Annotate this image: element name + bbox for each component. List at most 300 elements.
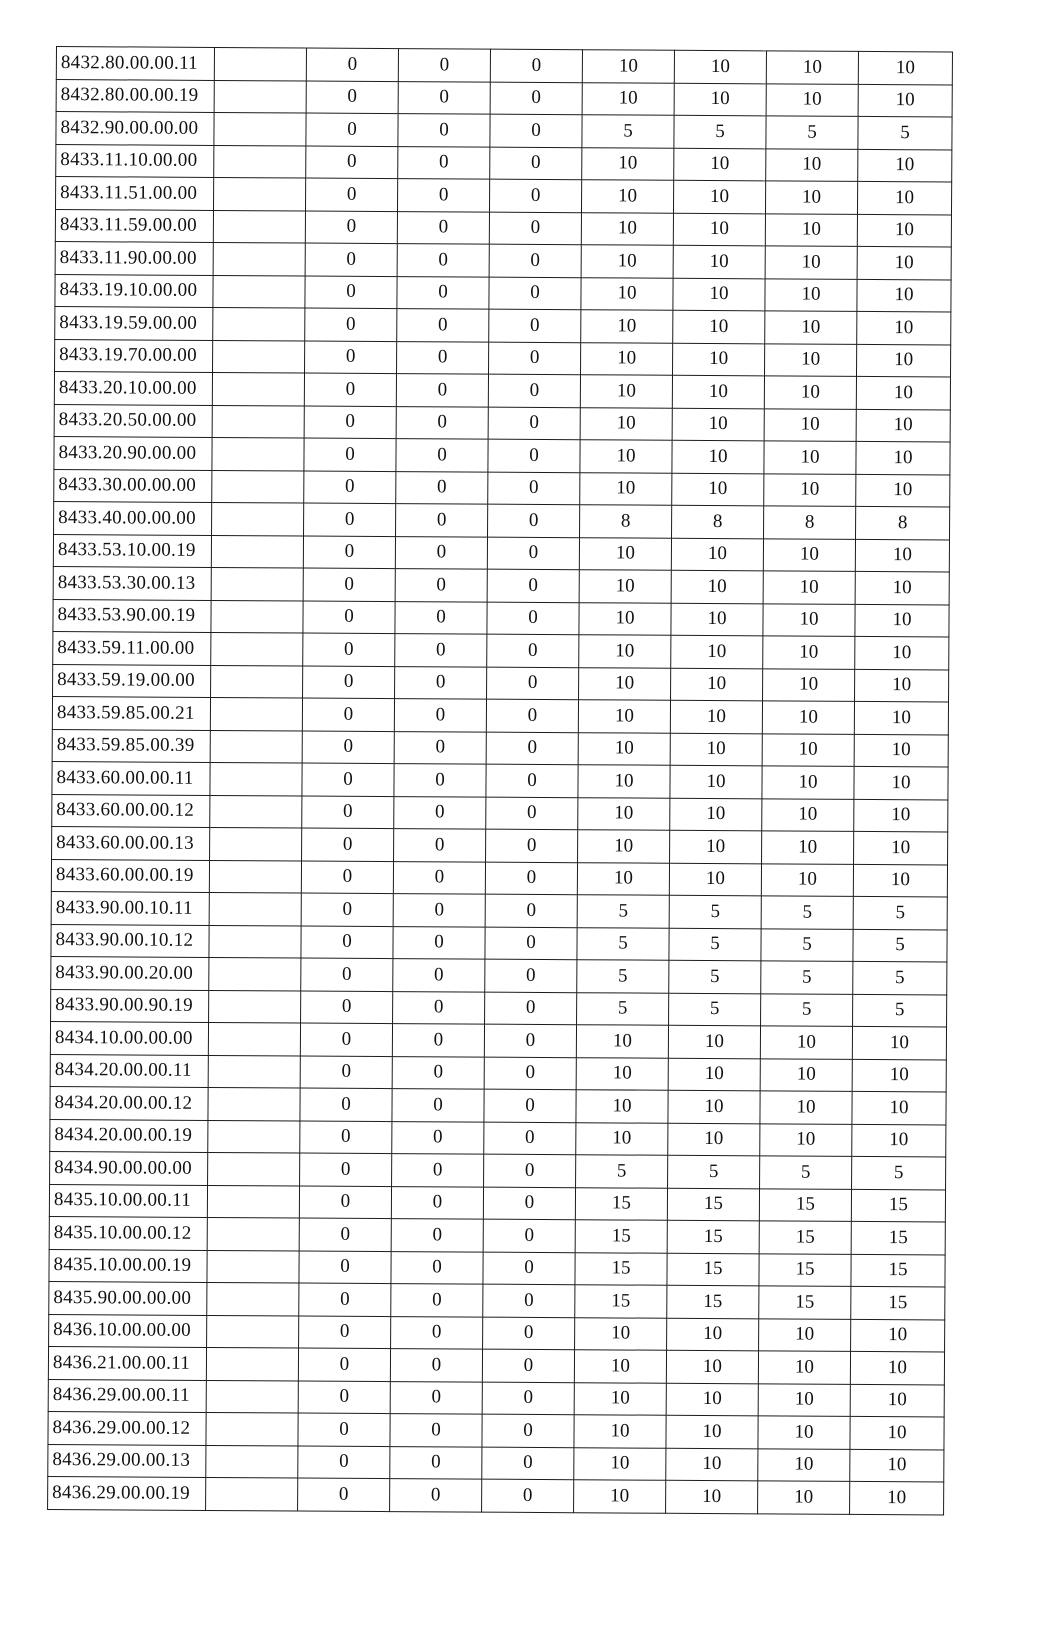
rate-6-cell: 10 (763, 636, 855, 669)
rate-7-cell: 10 (852, 1091, 946, 1124)
empty-cell (211, 665, 303, 698)
rate-7-cell: 10 (858, 149, 952, 182)
rate-7-cell: 10 (858, 51, 952, 84)
rate-1-cell: 0 (302, 796, 394, 829)
rate-1-cell: 0 (303, 568, 395, 601)
rate-7-cell: 10 (856, 441, 950, 474)
rate-5-cell: 15 (667, 1220, 759, 1253)
rate-1-cell: 0 (305, 178, 397, 211)
rate-4-cell: 5 (577, 895, 669, 928)
rate-7-cell: 10 (857, 311, 951, 344)
empty-cell (211, 535, 303, 568)
empty-cell (206, 1380, 298, 1413)
tariff-code-cell: 8433.11.59.00.00 (55, 209, 213, 242)
rate-1-cell: 0 (305, 211, 397, 244)
rate-2-cell: 0 (392, 1121, 484, 1154)
rate-6-cell: 5 (760, 1156, 852, 1189)
tariff-code-cell: 8433.60.00.00.12 (52, 794, 210, 827)
tariff-code-cell: 8433.53.10.00.19 (53, 534, 211, 567)
rate-6-cell: 10 (759, 1318, 851, 1351)
rate-4-cell: 5 (577, 927, 669, 960)
tariff-code-cell: 8433.11.90.00.00 (55, 241, 213, 274)
rate-1-cell: 0 (298, 1348, 390, 1381)
rate-4-cell: 10 (578, 765, 670, 798)
rate-6-cell: 15 (759, 1253, 851, 1286)
rate-4-cell: 5 (576, 1155, 668, 1188)
rate-3-cell: 0 (487, 569, 579, 602)
rate-6-cell: 10 (758, 1416, 850, 1449)
rate-1-cell: 0 (304, 406, 396, 439)
rate-3-cell: 0 (486, 764, 578, 797)
rate-6-cell: 5 (766, 116, 858, 149)
rate-7-cell: 15 (851, 1221, 945, 1254)
empty-cell (212, 405, 304, 438)
rate-2-cell: 0 (397, 276, 489, 309)
rate-5-cell: 10 (671, 570, 763, 603)
rate-5-cell: 10 (672, 408, 764, 441)
table-row (55, 274, 951, 312)
rate-3-cell: 0 (484, 1057, 576, 1090)
rate-3-cell: 0 (490, 147, 582, 180)
rate-1-cell: 0 (305, 341, 397, 374)
tariff-code-cell: 8433.59.11.00.00 (53, 631, 211, 664)
rate-6-cell: 10 (762, 798, 854, 831)
empty-cell (209, 957, 301, 990)
rate-6-cell: 5 (761, 896, 853, 929)
rate-6-cell: 10 (758, 1351, 850, 1384)
rate-4-cell: 15 (575, 1285, 667, 1318)
rate-6-cell: 10 (758, 1448, 850, 1481)
rate-1-cell: 0 (300, 1121, 392, 1154)
table-row (49, 1184, 945, 1222)
table-row (48, 1411, 944, 1449)
rate-3-cell: 0 (484, 1089, 576, 1122)
rate-7-cell: 10 (852, 1026, 946, 1059)
rate-4-cell: 10 (576, 1057, 668, 1090)
tariff-code-cell: 8436.29.00.00.19 (48, 1476, 206, 1509)
rate-2-cell: 0 (393, 926, 485, 959)
rate-4-cell: 10 (581, 342, 673, 375)
rate-2-cell: 0 (394, 764, 486, 797)
empty-cell (206, 1347, 298, 1380)
rate-3-cell: 0 (488, 504, 580, 537)
rate-2-cell: 0 (395, 601, 487, 634)
rate-4-cell: 10 (582, 147, 674, 180)
rate-1-cell: 0 (302, 763, 394, 796)
rate-4-cell: 10 (578, 797, 670, 830)
tariff-code-cell: 8433.40.00.00.00 (54, 501, 212, 534)
rate-2-cell: 0 (391, 1186, 483, 1219)
rate-2-cell: 0 (390, 1414, 482, 1447)
tariff-code-cell: 8433.60.00.00.19 (51, 859, 209, 892)
empty-cell (207, 1217, 299, 1250)
rate-5-cell: 10 (673, 213, 765, 246)
tariff-document (47, 46, 952, 1515)
tariff-code-cell: 8433.90.00.90.19 (51, 989, 209, 1022)
empty-cell (210, 762, 302, 795)
rate-7-cell: 5 (853, 961, 947, 994)
tariff-code-cell: 8436.10.00.00.00 (49, 1314, 207, 1347)
rate-6-cell: 10 (764, 441, 856, 474)
empty-cell (207, 1315, 299, 1348)
rate-1-cell: 0 (304, 471, 396, 504)
rate-3-cell: 0 (486, 732, 578, 765)
rate-2-cell: 0 (393, 959, 485, 992)
empty-cell (213, 275, 305, 308)
rate-1-cell: 0 (304, 503, 396, 536)
rate-3-cell: 0 (483, 1252, 575, 1285)
rate-7-cell: 10 (851, 1319, 945, 1352)
rate-6-cell: 10 (765, 311, 857, 344)
rate-5-cell: 10 (666, 1415, 758, 1448)
rate-3-cell: 0 (489, 212, 581, 245)
empty-cell (212, 437, 304, 470)
rate-6-cell: 10 (765, 213, 857, 246)
rate-7-cell: 10 (857, 181, 951, 214)
rate-5-cell: 10 (674, 83, 766, 116)
rate-1-cell: 0 (301, 926, 393, 959)
table-row (51, 924, 947, 962)
rate-1-cell: 0 (303, 666, 395, 699)
table-row (50, 1054, 946, 1092)
rate-7-cell: 10 (850, 1416, 944, 1449)
rate-2-cell: 0 (390, 1349, 482, 1382)
rate-5-cell: 10 (670, 765, 762, 798)
rate-1-cell: 0 (299, 1283, 391, 1316)
table-row (53, 664, 949, 702)
empty-cell (208, 1087, 300, 1120)
rate-7-cell: 5 (853, 929, 947, 962)
rate-6-cell: 10 (758, 1481, 850, 1514)
table-row (53, 631, 949, 669)
rate-5-cell: 10 (673, 310, 765, 343)
rate-4-cell: 10 (574, 1382, 666, 1415)
rate-5-cell: 5 (668, 1155, 760, 1188)
table-row (56, 177, 952, 215)
rate-2-cell: 0 (392, 1089, 484, 1122)
rate-4-cell: 10 (576, 1025, 668, 1058)
rate-1-cell: 0 (298, 1478, 390, 1511)
rate-1-cell: 0 (299, 1251, 391, 1284)
empty-cell (214, 112, 306, 145)
rate-7-cell: 10 (857, 246, 951, 279)
rate-6-cell: 5 (761, 961, 853, 994)
rate-5-cell: 10 (670, 733, 762, 766)
rate-7-cell: 10 (855, 636, 949, 669)
rate-5-cell: 10 (671, 668, 763, 701)
rate-5-cell: 15 (667, 1188, 759, 1221)
rate-1-cell: 0 (298, 1446, 390, 1479)
rate-2-cell: 0 (396, 439, 488, 472)
rate-2-cell: 0 (398, 49, 490, 82)
rate-1-cell: 0 (300, 1088, 392, 1121)
rate-1-cell: 0 (302, 731, 394, 764)
rate-3-cell: 0 (489, 277, 581, 310)
empty-cell (209, 860, 301, 893)
rate-4-cell: 10 (580, 472, 672, 505)
rate-4-cell: 10 (579, 570, 671, 603)
tariff-code-cell: 8433.90.00.10.12 (51, 924, 209, 957)
rate-7-cell: 10 (855, 604, 949, 637)
rate-3-cell: 0 (484, 1024, 576, 1057)
rate-3-cell: 0 (488, 472, 580, 505)
tariff-code-cell: 8435.10.00.00.11 (49, 1184, 207, 1217)
rate-6-cell: 10 (760, 1026, 852, 1059)
table-row (52, 761, 948, 799)
rate-4-cell: 10 (581, 180, 673, 213)
rate-2-cell: 0 (397, 211, 489, 244)
rate-4-cell: 5 (582, 115, 674, 148)
rate-1-cell: 0 (302, 828, 394, 861)
tariff-code-cell: 8433.53.30.00.13 (53, 566, 211, 599)
rate-6-cell: 10 (766, 148, 858, 181)
empty-cell (214, 47, 306, 80)
rate-7-cell: 10 (854, 701, 948, 734)
rate-1-cell: 0 (306, 81, 398, 114)
tariff-code-cell: 8433.20.90.00.00 (54, 436, 212, 469)
rate-3-cell: 0 (487, 602, 579, 635)
rate-4-cell: 10 (578, 830, 670, 863)
rate-2-cell: 0 (393, 991, 485, 1024)
empty-cell (208, 1022, 300, 1055)
rate-2-cell: 0 (397, 244, 489, 277)
rate-4-cell: 10 (574, 1415, 666, 1448)
table-row (52, 696, 948, 734)
rate-2-cell: 0 (392, 1024, 484, 1057)
rate-1-cell: 0 (306, 48, 398, 81)
rate-6-cell: 10 (763, 668, 855, 701)
tariff-code-cell: 8434.10.00.00.00 (50, 1021, 208, 1054)
rate-2-cell: 0 (397, 341, 489, 374)
rate-4-cell: 10 (581, 310, 673, 343)
rate-2-cell: 0 (396, 471, 488, 504)
table-row (49, 1314, 945, 1352)
rate-3-cell: 0 (482, 1447, 574, 1480)
rate-5-cell: 10 (670, 798, 762, 831)
tariff-code-cell: 8432.80.00.00.19 (56, 79, 214, 112)
rate-6-cell: 10 (763, 571, 855, 604)
rate-7-cell: 10 (854, 831, 948, 864)
rate-1-cell: 0 (299, 1218, 391, 1251)
tariff-code-cell: 8434.90.00.00.00 (50, 1151, 208, 1184)
rate-6-cell: 10 (763, 603, 855, 636)
rate-5-cell: 10 (671, 538, 763, 571)
tariff-code-cell: 8432.90.00.00.00 (56, 112, 214, 145)
tariff-code-cell: 8436.21.00.00.11 (48, 1346, 206, 1379)
rate-7-cell: 15 (851, 1254, 945, 1287)
empty-cell (211, 600, 303, 633)
empty-cell (209, 990, 301, 1023)
rate-3-cell: 0 (487, 634, 579, 667)
table-row (53, 534, 949, 572)
empty-cell (212, 502, 304, 535)
rate-7-cell: 10 (855, 539, 949, 572)
rate-6-cell: 15 (759, 1221, 851, 1254)
table-row (48, 1444, 944, 1482)
rate-2-cell: 0 (392, 1154, 484, 1187)
rate-4-cell: 10 (579, 635, 671, 668)
rate-2-cell: 0 (396, 406, 488, 439)
empty-cell (214, 80, 306, 113)
rate-5-cell: 5 (674, 115, 766, 148)
rate-1-cell: 0 (303, 601, 395, 634)
rate-7-cell: 10 (854, 734, 948, 767)
rate-7-cell: 10 (856, 409, 950, 442)
table-row (54, 371, 950, 409)
table-row (48, 1379, 944, 1417)
rate-2-cell: 0 (394, 731, 486, 764)
rate-2-cell: 0 (397, 179, 489, 212)
table-row (53, 599, 949, 637)
rate-3-cell: 0 (482, 1479, 574, 1512)
rate-5-cell: 10 (669, 863, 761, 896)
rate-5-cell: 10 (674, 148, 766, 181)
rate-6-cell: 10 (766, 83, 858, 116)
rate-1-cell: 0 (299, 1186, 391, 1219)
rate-1-cell: 0 (303, 633, 395, 666)
rate-3-cell: 0 (488, 374, 580, 407)
empty-cell (209, 892, 301, 925)
rate-2-cell: 0 (397, 309, 489, 342)
rate-2-cell: 0 (396, 504, 488, 537)
rate-4-cell: 10 (581, 277, 673, 310)
table-row (54, 501, 950, 539)
rate-6-cell: 10 (762, 766, 854, 799)
rate-2-cell: 0 (398, 146, 490, 179)
tariff-code-cell: 8436.29.00.00.11 (48, 1379, 206, 1412)
rate-6-cell: 10 (762, 831, 854, 864)
table-row (52, 826, 948, 864)
rate-3-cell: 0 (490, 49, 582, 82)
rate-5-cell: 15 (667, 1285, 759, 1318)
rate-2-cell: 0 (390, 1446, 482, 1479)
table-row (52, 794, 948, 832)
rate-6-cell: 10 (761, 863, 853, 896)
empty-cell (213, 242, 305, 275)
rate-2-cell: 0 (394, 699, 486, 732)
tariff-code-cell: 8432.80.00.00.11 (56, 47, 214, 80)
rate-7-cell: 10 (856, 376, 950, 409)
empty-cell (213, 210, 305, 243)
rate-3-cell: 0 (488, 439, 580, 472)
rate-3-cell: 0 (487, 667, 579, 700)
rate-2-cell: 0 (391, 1219, 483, 1252)
tariff-code-cell: 8433.30.00.00.00 (54, 469, 212, 502)
rate-3-cell: 0 (482, 1349, 574, 1382)
rate-2-cell: 0 (398, 81, 490, 114)
rate-4-cell: 10 (580, 440, 672, 473)
tariff-code-cell: 8436.29.00.00.13 (48, 1444, 206, 1477)
rate-5-cell: 10 (674, 50, 766, 83)
rate-1-cell: 0 (302, 698, 394, 731)
rate-4-cell: 10 (580, 375, 672, 408)
rate-3-cell: 0 (485, 992, 577, 1025)
rate-5-cell: 5 (669, 928, 761, 961)
rate-6-cell: 10 (764, 408, 856, 441)
rate-6-cell: 10 (760, 1058, 852, 1091)
rate-4-cell: 5 (577, 992, 669, 1025)
tariff-code-cell: 8433.90.00.20.00 (51, 956, 209, 989)
rate-1-cell: 0 (299, 1316, 391, 1349)
rate-5-cell: 10 (668, 1058, 760, 1091)
rate-6-cell: 10 (760, 1123, 852, 1156)
rate-7-cell: 10 (855, 669, 949, 702)
rate-4-cell: 15 (575, 1220, 667, 1253)
tariff-code-cell: 8433.59.85.00.39 (52, 729, 210, 762)
rate-4-cell: 10 (577, 862, 669, 895)
rate-4-cell: 5 (577, 960, 669, 993)
rate-7-cell: 10 (858, 84, 952, 117)
rate-1-cell: 0 (303, 536, 395, 569)
rate-5-cell: 10 (670, 830, 762, 863)
rate-3-cell: 0 (482, 1414, 574, 1447)
tariff-code-cell: 8433.19.10.00.00 (55, 274, 213, 307)
rate-5-cell: 10 (671, 603, 763, 636)
rate-6-cell: 10 (762, 701, 854, 734)
rate-6-cell: 10 (764, 376, 856, 409)
table-row (55, 209, 951, 247)
table-row (56, 79, 952, 117)
rate-4-cell: 10 (582, 50, 674, 83)
rate-6-cell: 10 (758, 1383, 850, 1416)
rate-4-cell: 10 (576, 1090, 668, 1123)
rate-7-cell: 10 (856, 344, 950, 377)
empty-cell (206, 1445, 298, 1478)
table-row (50, 1021, 946, 1059)
rate-1-cell: 0 (306, 146, 398, 179)
empty-cell (208, 1120, 300, 1153)
table-row (50, 1086, 946, 1124)
tariff-code-cell: 8435.10.00.00.19 (49, 1249, 207, 1282)
rate-6-cell: 5 (761, 928, 853, 961)
empty-cell (207, 1250, 299, 1283)
rate-7-cell: 10 (850, 1351, 944, 1384)
rate-4-cell: 10 (574, 1447, 666, 1480)
rate-6-cell: 10 (763, 538, 855, 571)
table-row (56, 112, 952, 150)
rate-3-cell: 0 (483, 1219, 575, 1252)
rate-2-cell: 0 (395, 536, 487, 569)
rate-3-cell: 0 (485, 927, 577, 960)
rate-1-cell: 0 (301, 861, 393, 894)
rate-4-cell: 10 (574, 1350, 666, 1383)
rate-3-cell: 0 (490, 82, 582, 115)
rate-5-cell: 10 (668, 1123, 760, 1156)
rate-6-cell: 15 (759, 1286, 851, 1319)
rate-4-cell: 10 (576, 1122, 668, 1155)
tariff-table-body (48, 47, 953, 1515)
rate-5-cell: 10 (673, 245, 765, 278)
empty-cell (210, 827, 302, 860)
rate-7-cell: 10 (854, 766, 948, 799)
rate-3-cell: 0 (484, 1154, 576, 1187)
rate-5-cell: 10 (671, 635, 763, 668)
rate-5-cell: 10 (670, 700, 762, 733)
tariff-code-cell: 8434.20.00.00.12 (50, 1086, 208, 1119)
empty-cell (208, 1152, 300, 1185)
rate-1-cell: 0 (304, 438, 396, 471)
rate-4-cell: 15 (575, 1252, 667, 1285)
rate-5-cell: 8 (672, 505, 764, 538)
rate-7-cell: 10 (850, 1449, 944, 1482)
rate-7-cell: 5 (853, 896, 947, 929)
table-row (55, 339, 951, 377)
tariff-code-cell: 8433.19.70.00.00 (55, 339, 213, 372)
rate-1-cell: 0 (305, 243, 397, 276)
rate-1-cell: 0 (306, 113, 398, 146)
rate-1-cell: 0 (298, 1381, 390, 1414)
empty-cell (207, 1185, 299, 1218)
